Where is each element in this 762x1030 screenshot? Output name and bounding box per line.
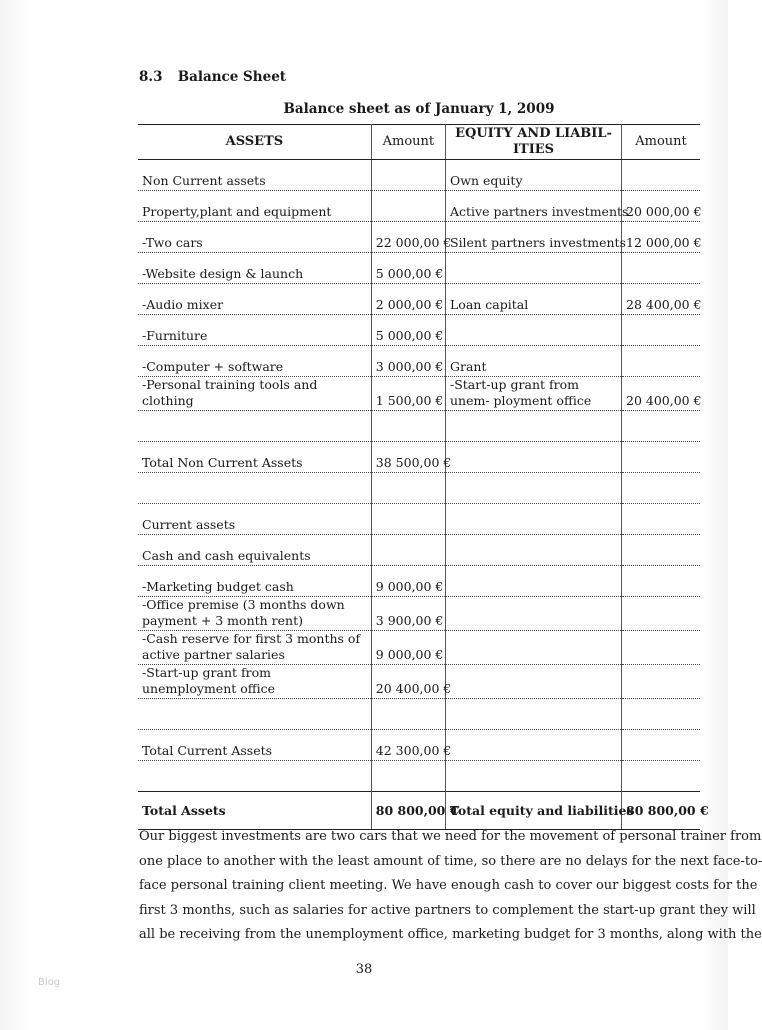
body-line: face personal training client meeting. We have enough cash to cover our biggest costs for the (139, 878, 758, 894)
row-equity-label: Own equity (446, 160, 622, 191)
row-asset-label: Current assets (138, 504, 371, 535)
row-equity-label: -Start-up grant from unem- ployment office (446, 377, 622, 411)
table-total-row (138, 792, 700, 830)
row-equity-amount (622, 315, 700, 346)
row-equity-label (446, 699, 622, 730)
row-equity-label (446, 442, 622, 473)
row-asset-amount: 3 900,00 € (371, 597, 445, 631)
table-row (138, 284, 700, 315)
total-equity-amount: 80 800,00 € (622, 792, 700, 830)
table-row (138, 597, 700, 631)
row-equity-label (446, 761, 622, 792)
body-line: all be receiving from the unemployment office, marketing budget for 3 months, along with the (139, 927, 762, 943)
row-asset-label: Total Current Assets (138, 730, 371, 761)
row-asset-label: -Office premise (3 months down payment + 3 month rent) (138, 597, 371, 631)
row-asset-amount (371, 761, 445, 792)
body-line: first 3 months, such as salaries for active partners to complement the start-up grant they will (139, 902, 756, 918)
body-line: one place to another with the least amount of time, so there are no delays for the next face-to- (139, 853, 762, 869)
row-asset-amount (371, 504, 445, 535)
header-equity-liabilities: EQUITY AND LIABIL- ITIES (446, 125, 622, 160)
table-body (138, 160, 700, 792)
table-row (138, 566, 700, 597)
section-heading (139, 69, 286, 85)
row-asset-amount (371, 191, 445, 222)
row-asset-amount: 22 000,00 € (371, 222, 445, 253)
row-equity-amount (622, 504, 700, 535)
table-row (138, 665, 700, 699)
table-row (138, 346, 700, 377)
row-equity-amount (622, 597, 700, 631)
row-equity-label: Active partners investments (446, 191, 622, 222)
row-equity-amount (622, 699, 700, 730)
row-asset-label: Non Current assets (138, 160, 371, 191)
row-equity-amount (622, 631, 700, 665)
row-equity-label: Silent partners investments (446, 222, 622, 253)
row-asset-label: -Personal training tools and clothing (138, 377, 371, 411)
table-row (138, 160, 700, 191)
row-equity-label (446, 253, 622, 284)
row-asset-label (138, 473, 371, 504)
table-row (138, 442, 700, 473)
row-equity-label (446, 504, 622, 535)
watermark-text: Blog (38, 977, 61, 988)
row-equity-amount (622, 566, 700, 597)
row-asset-amount (371, 699, 445, 730)
row-equity-amount (622, 535, 700, 566)
row-asset-label: -Computer + software (138, 346, 371, 377)
balance-sheet-table (138, 124, 709, 830)
table-row (138, 730, 700, 761)
table-row (138, 631, 700, 665)
table-row (138, 473, 700, 504)
body-line: Our biggest investments are two cars that we need for the movement of personal trainer from (139, 829, 762, 844)
section-number: 8.3 (139, 69, 163, 85)
table-row (138, 222, 700, 253)
table-row (138, 315, 700, 346)
row-equity-label (446, 315, 622, 346)
row-asset-amount (371, 160, 445, 191)
row-equity-label: Grant (446, 346, 622, 377)
row-equity-amount: 12 000,00 € (622, 222, 700, 253)
row-equity-amount (622, 253, 700, 284)
row-asset-amount (371, 411, 445, 442)
row-asset-amount (371, 535, 445, 566)
row-equity-amount (622, 730, 700, 761)
table-row (138, 253, 700, 284)
row-equity-amount (622, 473, 700, 504)
row-equity-amount (622, 442, 700, 473)
row-equity-label (446, 473, 622, 504)
header-amount-assets: Amount (371, 125, 445, 160)
row-asset-label: -Marketing budget cash (138, 566, 371, 597)
body-paragraph (139, 825, 762, 948)
row-asset-amount: 20 400,00 € (371, 665, 445, 699)
table-caption: Balance sheet as of January 1, 2009 (283, 101, 555, 117)
row-asset-label: -Two cars (138, 222, 371, 253)
row-equity-label (446, 730, 622, 761)
row-asset-label: -Furniture (138, 315, 371, 346)
row-asset-label: -Start-up grant from unemployment office (138, 665, 371, 699)
row-asset-amount (371, 473, 445, 504)
table-row (138, 504, 700, 535)
row-equity-amount (622, 761, 700, 792)
row-asset-amount: 9 000,00 € (371, 631, 445, 665)
row-asset-amount: 5 000,00 € (371, 315, 445, 346)
row-asset-label (138, 699, 371, 730)
table-row (138, 411, 700, 442)
row-asset-label: Cash and cash equivalents (138, 535, 371, 566)
total-assets-amount: 80 800,00 € (371, 792, 445, 830)
row-equity-label (446, 631, 622, 665)
table-row (138, 761, 700, 792)
table-row (138, 191, 700, 222)
row-equity-amount (622, 346, 700, 377)
table-row (138, 699, 700, 730)
total-equity-label: Total equity and liabilities (446, 792, 622, 830)
table-row (138, 535, 700, 566)
row-equity-label (446, 566, 622, 597)
row-asset-amount: 9 000,00 € (371, 566, 445, 597)
row-equity-amount (622, 160, 700, 191)
row-equity-label (446, 411, 622, 442)
row-equity-amount: 28 400,00 € (622, 284, 700, 315)
row-asset-amount: 3 000,00 € (371, 346, 445, 377)
row-equity-amount (622, 411, 700, 442)
page-number: 38 (355, 962, 373, 977)
row-asset-label (138, 411, 371, 442)
row-asset-label (138, 761, 371, 792)
row-asset-label: -Website design & launch (138, 253, 371, 284)
row-asset-label: -Cash reserve for first 3 months of active partner salaries (138, 631, 371, 665)
row-equity-label (446, 597, 622, 631)
row-asset-amount: 1 500,00 € (371, 377, 445, 411)
row-equity-amount: 20 000,00 € (622, 191, 700, 222)
section-title: Balance Sheet (177, 69, 287, 85)
table-header-row (138, 125, 700, 160)
row-asset-label: Property,plant and equipment (138, 191, 371, 222)
row-equity-label (446, 535, 622, 566)
total-assets-label: Total Assets (138, 792, 371, 830)
header-amount-equity: Amount (622, 125, 700, 160)
row-asset-label: -Audio mixer (138, 284, 371, 315)
row-equity-amount: 20 400,00 € (622, 377, 700, 411)
row-asset-amount: 38 500,00 € (371, 442, 445, 473)
table-row (138, 377, 700, 411)
row-equity-label: Loan capital (446, 284, 622, 315)
header-assets: ASSETS (138, 125, 371, 160)
row-asset-label: Total Non Current Assets (138, 442, 371, 473)
row-equity-amount (622, 665, 700, 699)
row-asset-amount: 5 000,00 € (371, 253, 445, 284)
row-asset-amount: 2 000,00 € (371, 284, 445, 315)
row-asset-amount: 42 300,00 € (371, 730, 445, 761)
row-equity-label (446, 665, 622, 699)
